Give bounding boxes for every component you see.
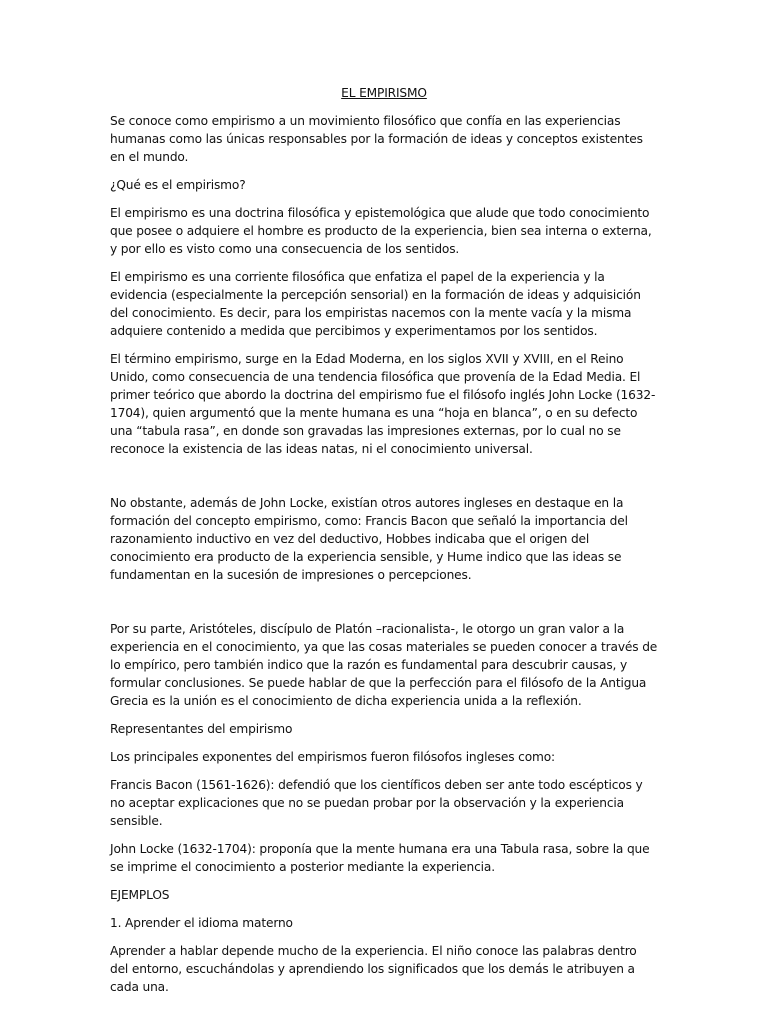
exponents-paragraph: Los principales exponentes del empirismos fueron filósofos ingleses como: — [110, 750, 555, 764]
section-heading-ejemplos: EJEMPLOS — [110, 888, 170, 902]
aristotle-paragraph: Por su parte, Aristóteles, discípulo de Platón –racionalista-, le otorgo un gran valor a la experiencia en el conocimiento, ya que las cosas materiales se pueden conocer a través de lo empírico, pero también indico que la razón es fundamental para descubrir causas, y formular conclusiones. Se puede hablar de que la perfección para el filósofo de la Antigua Grecia es la unión es el conocimiento de dicha experiencia unida a la reflexión. — [110, 622, 658, 708]
current-paragraph: El empirismo es una corriente filosófica que enfatiza el papel de la experiencia y la evidencia (especialmente la percepción sensorial) en la formación de ideas y adquisición del conocimiento. Es decir, para los empiristas nacemos con la mente vacía y la misma adquiere contenido a medida que percibimos y experimentamos por los sentidos. — [110, 270, 641, 338]
section-heading-representantes: Representantes del empirismo — [110, 722, 293, 736]
document-title: EL EMPIRISMO — [341, 86, 427, 100]
locke-paragraph: John Locke (1632-1704): proponía que la mente humana era una Tabula rasa, sobre la que se imprime el conocimiento a posterior mediante la experiencia. — [110, 842, 650, 874]
origin-paragraph: El término empirismo, surge en la Edad Moderna, en los siglos XVII y XVIII, en el Reino Unido, como consecuencia de una tendencia filosófica que provenía de la Edad Media. El primer teórico que abordo la doctrina del empirismo fue el filósofo inglés John Locke (1632-1704), quien argumentó que la mente humana es una “hoja en blanca”, o en su defecto una “tabula rasa”, en donde son gravadas las impresiones externas, por lo cual no se reconoce la existencia de las ideas natas, ni el conocimiento universal. — [110, 352, 656, 456]
definition-paragraph: El empirismo es una doctrina filosófica y epistemológica que alude que todo conocimiento que posee o adquiere el hombre es producto de la experiencia, bien sea interna o externa, y por ello es visto como una consecuencia de los sentidos. — [110, 206, 652, 256]
example-paragraph-1: Aprender a hablar depende mucho de la experiencia. El niño conoce las palabras dentro del entorno, escuchándolas y aprendiendo los significados que los demás le atribuyen a cada una. — [110, 944, 637, 994]
section-heading-que-es: ¿Qué es el empirismo? — [110, 178, 246, 192]
example-heading-1: 1. Aprender el idioma materno — [110, 916, 293, 930]
intro-paragraph: Se conoce como empirismo a un movimiento filosófico que confía en las experiencias humanas como las únicas responsables por la formación de ideas y conceptos existentes en el mundo. — [110, 114, 643, 164]
other-authors-paragraph: No obstante, además de John Locke, existían otros autores ingleses en destaque en la formación del concepto empirismo, como: Francis Bacon que señaló la importancia del razonamiento inductivo en vez del deductivo, Hobbes indicaba que el origen del conocimiento era producto de la experiencia sensible, y Hume indico que las ideas se fundamentan en la sucesión de impresiones o percepciones. — [110, 496, 628, 582]
document-page — [110, 84, 658, 1006]
bacon-paragraph: Francis Bacon (1561-1626): defendió que los científicos deben ser ante todo escépticos y no aceptar explicaciones que no se puedan probar por la observación y la experiencia sensible. — [110, 778, 643, 828]
